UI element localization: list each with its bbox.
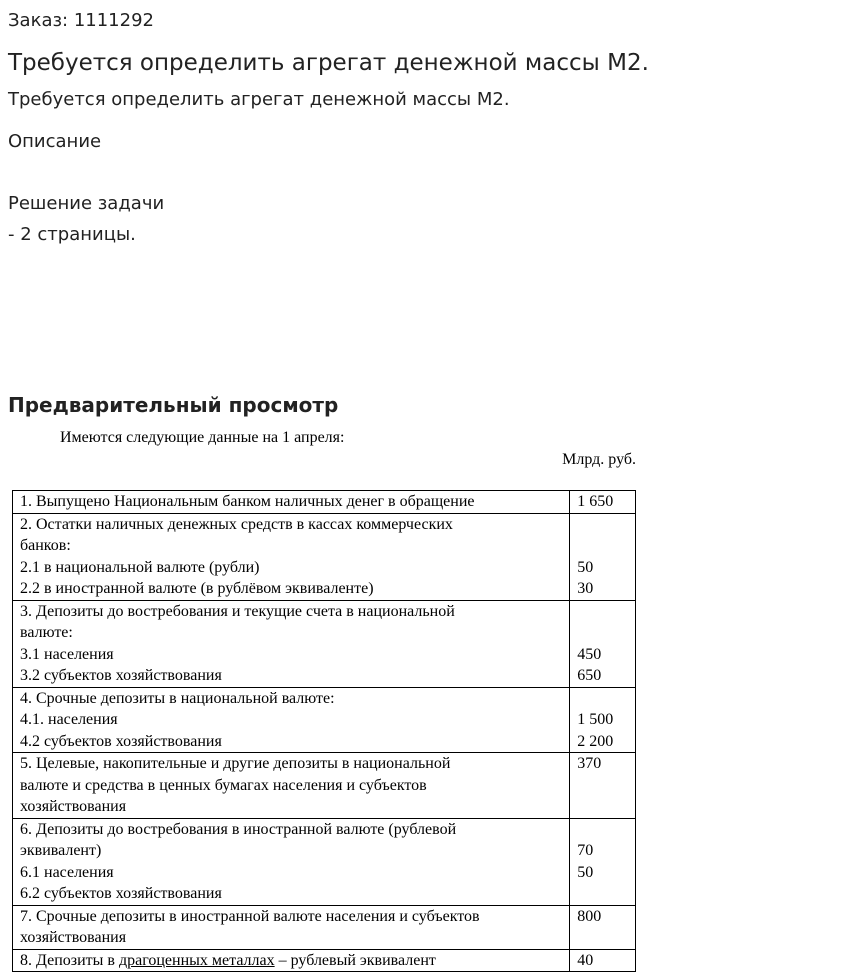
row-label-line: эквивалент) xyxy=(20,842,102,859)
row-label-text: 8. Депозиты в xyxy=(20,951,119,969)
row-value: 800 xyxy=(577,907,602,925)
row-value: 50 xyxy=(577,558,594,576)
row-label-cell xyxy=(13,687,570,753)
row-value xyxy=(577,688,635,710)
solution-pages: - 2 страницы. xyxy=(8,224,136,245)
row-label-line: 4.2 субъектов хозяйствования xyxy=(20,732,222,750)
order-number: Заказ: 1111292 xyxy=(8,10,154,31)
preview-intro: Имеются следующие данные на 1 апреля: xyxy=(60,429,345,446)
row-label-line: 7. Срочные депозиты в иностранной валюте населения и субъектов xyxy=(20,907,480,925)
units-label: Млрд. руб. xyxy=(562,451,636,468)
row-label-line: 3.2 субъектов хозяйствования xyxy=(20,667,222,684)
row-value xyxy=(577,535,635,557)
row-value-cell xyxy=(570,905,636,949)
row-label-line: 6. Депозиты до востребования в иностранной валюте (рублевой xyxy=(20,820,457,838)
row-label-line: 2.2 в иностранной валюте (в рублёвом эквиваленте) xyxy=(20,580,374,597)
row-value: 1 650 xyxy=(577,493,614,510)
row-value-cell xyxy=(570,753,636,819)
table-row xyxy=(13,753,636,819)
row-label-line: хозяйствования xyxy=(20,929,127,946)
row-value-cell xyxy=(570,687,636,753)
row-label-cell xyxy=(13,949,570,972)
row-label-line: 3.1 населения xyxy=(20,645,114,663)
row-value: 1 500 xyxy=(577,711,614,728)
row-label-line: 5. Целевые, накопительные и другие депозиты в национальной xyxy=(20,755,451,772)
underlined-term: драгоценных металлах xyxy=(118,951,275,969)
money-data-table xyxy=(12,490,636,972)
table-row xyxy=(13,491,636,514)
row-label-line: валюте и средства в ценных бумагах населения и субъектов xyxy=(20,776,427,794)
row-value-cell xyxy=(570,491,636,514)
row-value xyxy=(577,622,635,644)
row-label-line: 3. Депозиты до востребования и текущие счета в национальной xyxy=(20,602,455,620)
task-summary: Требуется определить агрегат денежной массы М2. xyxy=(8,89,510,110)
row-label-line: 1. Выпущено Национальным банком наличных денег в обращение xyxy=(20,493,475,510)
row-label-line: 4. Срочные депозиты в национальной валюте: xyxy=(20,689,335,707)
description-heading: Описание xyxy=(8,131,102,152)
table-row xyxy=(13,818,636,905)
row-label-line: 2. Остатки наличных денежных средств в кассах коммерческих xyxy=(20,515,453,533)
row-value xyxy=(577,819,635,841)
row-label-line: 6.2 субъектов хозяйствования xyxy=(20,885,222,902)
row-label-cell xyxy=(13,491,570,514)
row-value-cell xyxy=(570,818,636,905)
table-row xyxy=(13,513,636,600)
row-value: 70 xyxy=(577,842,594,859)
row-label-line: валюте: xyxy=(20,624,73,641)
page-title: Требуется определить агрегат денежной массы М2. xyxy=(8,50,649,76)
row-value: 50 xyxy=(577,863,594,881)
row-label-line: 6.1 населения xyxy=(20,863,114,881)
row-value-cell xyxy=(570,513,636,600)
row-value xyxy=(577,883,635,905)
row-label-cell xyxy=(13,513,570,600)
row-value: 2 200 xyxy=(577,732,614,750)
row-value: 650 xyxy=(577,667,602,684)
table-row xyxy=(13,949,636,972)
row-label-line: 4.1. населения xyxy=(20,711,118,728)
row-value: 30 xyxy=(577,580,594,597)
row-value-cell xyxy=(570,949,636,972)
row-value-cell xyxy=(570,600,636,687)
row-label-line xyxy=(20,950,569,972)
row-label-cell xyxy=(13,600,570,687)
row-value xyxy=(577,601,635,623)
solution-title: Решение задачи xyxy=(8,193,165,214)
table-row xyxy=(13,600,636,687)
row-label-cell xyxy=(13,905,570,949)
row-label-line: 2.1 в национальной валюте (рубли) xyxy=(20,558,260,576)
row-label-line: банков: xyxy=(20,537,71,554)
preview-heading: Предварительный просмотр xyxy=(8,393,339,417)
row-label-text: – рублевый эквивалент xyxy=(274,951,436,969)
row-label-cell xyxy=(13,818,570,905)
row-label-line: хозяйствования xyxy=(20,798,127,815)
row-label-cell xyxy=(13,753,570,819)
table-row xyxy=(13,687,636,753)
row-value xyxy=(577,514,635,536)
row-value: 40 xyxy=(577,951,594,969)
row-value: 450 xyxy=(577,645,602,663)
row-value: 370 xyxy=(577,755,602,772)
table-row xyxy=(13,905,636,949)
